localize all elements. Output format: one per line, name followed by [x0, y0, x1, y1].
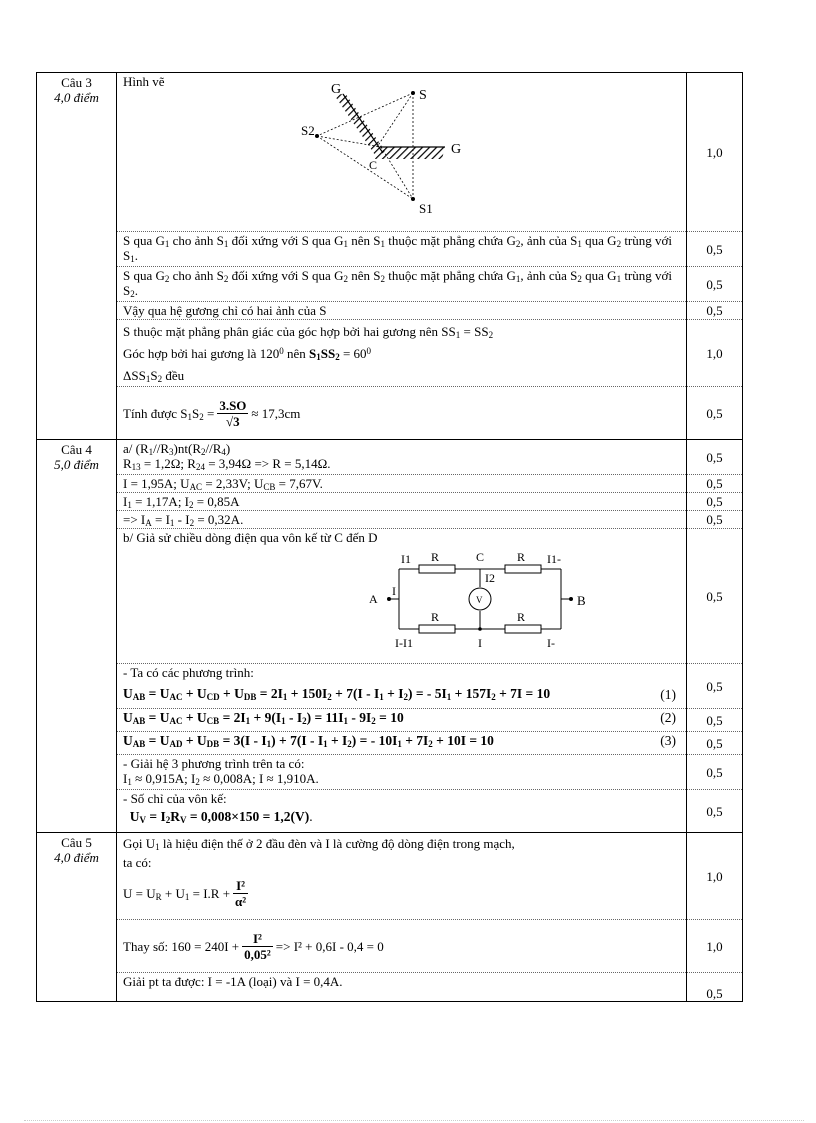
q5-row-2: Thay số: 160 = 240I + $\frac{\text{I²}}{\text{0,05²}}$ => I² + 0,6I - 0,4 = 0 [117, 920, 686, 973]
q5-scores [687, 833, 743, 1002]
label-s: S [419, 88, 427, 103]
q5-row-1 [117, 833, 686, 920]
equation-3: $U_{AB} = U_{AD} + U_{DB} = 3(I - I_1) + 7(I - I_1 + I_2)$ = - $10I_1 + 7I_2 + 10I = 10$ (3) [117, 732, 686, 755]
q4-label-cell [37, 440, 117, 833]
q5-row-3: Giải pt ta được: I = -1A (loại) và I = 0,4A. [123, 974, 343, 989]
page-footer-rule [24, 1120, 804, 1121]
score: 0,5 [687, 475, 742, 493]
q4-label: Câu 4 [61, 442, 92, 457]
score: 0,5 [687, 232, 742, 267]
q3-figure-row [117, 73, 686, 232]
label-b-node: B [577, 593, 586, 608]
label-r-bottom-left: R [431, 610, 440, 624]
q3-scores [687, 73, 743, 440]
score: 0,5 [706, 405, 723, 421]
q4-points: 5,0 điểm [54, 457, 99, 472]
label-r-top-left: R [431, 550, 440, 564]
q5-formula: $U = U_R + U_1 = I.R$ + $\frac{\text{I²}}{\text{α²}}$ [123, 878, 247, 909]
q5-points: 4,0 điểm [54, 850, 99, 865]
q3-row6-suffix: ≈ 17,3cm [251, 405, 301, 421]
q5-label: Câu 5 [61, 835, 92, 850]
section-q5 [37, 833, 743, 1002]
q5-fraction-2: $\frac{\text{I²}}{\text{0,05²}}$ [244, 930, 271, 962]
eq-number: (3) [660, 733, 676, 748]
label-g-right: G [451, 142, 462, 157]
q4-row-4: => $I_A = I_1 - I_2 = 0,32A$. [117, 511, 686, 529]
score: 1,0 [687, 73, 742, 232]
q4-solution-row: - Giải hệ 3 phương trình trên ta có: $I_1 \approx 0,915A$; $I_2 \approx 0,008A$; I ≈ 1,910A. [117, 755, 686, 790]
q3-figure-caption: Hình vẽ [123, 74, 165, 89]
score: 0,5 [687, 732, 742, 755]
score: 0,5 [687, 529, 742, 664]
score: 1,0 [687, 920, 742, 973]
q3-label: Câu 3 [61, 75, 92, 90]
q3-row-4: Vậy qua hệ gương chỉ có hai ảnh của S [117, 302, 686, 320]
circuit-diagram [367, 549, 607, 655]
q5-content [117, 833, 687, 1002]
eq-number: (1) [660, 687, 676, 702]
voltmeter-icon: V [476, 595, 483, 605]
score: 0,5 [687, 664, 742, 709]
label-a-node: A [369, 592, 378, 606]
section-q4 [37, 440, 743, 833]
score: 0,5 [687, 755, 742, 790]
q3-content [117, 73, 687, 440]
q4-voltmeter-intro: - Số chỉ của vôn kế: [123, 791, 227, 806]
q3-label-cell [37, 73, 117, 440]
q5-label-cell [37, 833, 117, 1002]
label-s1: S1 [419, 201, 433, 216]
q4-eq1-row [117, 664, 686, 709]
score: 1,0 [687, 833, 742, 920]
grading-table [36, 72, 743, 1002]
score: 0,5 [687, 440, 742, 475]
q3-row-2: S qua $G_1$ cho ảnh $S_1$ đối xứng với S qua $G_1$ nên $S_1$ thuộc mặt phẳng chứa $G_2$, ảnh của $S_1$ qua $G_2$ trùng với $S_1$. [117, 232, 686, 267]
eq-number: (2) [660, 710, 676, 725]
q4-scores [687, 440, 743, 833]
q3-row-3: S qua $G_2$ cho ảnh $S_2$ đối xứng với S qua $G_2$ nên $S_2$ thuộc mặt phẳng chứa $G_1$, ảnh của $S_2$ qua $G_1$ trùng với $S_2$. [117, 267, 686, 302]
voltmeter-equation: $U_V = I_2R_V = 0,008\times 150 = 1,2(V)$. [123, 809, 313, 825]
label-i1: I1 [401, 552, 411, 566]
q4-row-3: $I_1 = 1,17A$; $I_2 = 0,85A$ [117, 493, 686, 511]
label-g-top: G [331, 82, 342, 97]
q3-row6-fraction: $\frac{3.SO}{√3}$ [219, 397, 247, 429]
q3-row-5: S thuộc mặt phẳng phân giác của góc hợp bởi hai gương nên $SS_1 = SS_2$ Góc hợp bởi hai gương là $120^0$ nên $S_1SS_2 = 60^0$ $\Delta SS_1S_2$ đều [117, 320, 686, 387]
score: 0,5 [687, 302, 742, 320]
mirror-g2 [375, 147, 445, 159]
label-o: C [369, 158, 378, 172]
mirror-diagram [297, 81, 497, 221]
score: 0,5 [687, 709, 742, 732]
q3-points: 4,0 điểm [54, 90, 99, 105]
section-q3 [37, 73, 743, 440]
score: 0,5 [706, 803, 723, 819]
label-r-top-right: R [517, 550, 526, 564]
q4-row-2: I = 1,95A; $U_{AC} = 2,33V$; $U_{CB} = 7,67V$. [117, 475, 686, 493]
q4-row5-text: b/ Giả sử chiều dòng điện qua vôn kế từ C đến D [123, 530, 378, 545]
score: 0,5 [706, 986, 723, 1001]
score: 1,0 [687, 320, 742, 387]
score: 0,5 [687, 267, 742, 302]
label-i: I [392, 584, 396, 598]
q5-intro: Gọi $U_1$ là hiệu điện thế ở 2 đầu đèn và I là cường độ dòng điện trong mạch, ta có: [123, 836, 515, 870]
q4-content [117, 440, 687, 833]
q5-fraction: $\frac{\text{I²}}{\text{α²}}$ [235, 878, 247, 909]
label-i1-minus: I1- [547, 552, 561, 566]
label-i-minus: I- [547, 636, 555, 650]
equation-2: $U_{AB} = U_{AC} + U_{CB} = 2I_1 + 9(I_1 - I_2) = 11I_1 - 9I_2 = 10$ (2) [117, 709, 686, 732]
q4-circuit-row [117, 529, 686, 664]
q4-eq-intro: - Ta có các phương trình: [123, 665, 254, 680]
q3-row-6 [117, 387, 686, 439]
score: 0,5 [687, 493, 742, 511]
label-i2: I2 [485, 571, 495, 585]
equation-1: $U_{AB} = U_{AC} + U_{CD} + U_{DB} = 2I_1 + 150I_2 + 7(I - I_1 + I_2)$ = - $5I_1 + 157I_2 + 7I = 10$ (1) [123, 686, 676, 702]
label-r-bottom-right: R [517, 610, 526, 624]
q4-row-1: a/ $(R_1//R_3)nt(R_2//R_4)$ $R_{13} = 1,2\Omega$; $R_{24} = 3,94\Omega => R = 5,14\Omega$. [117, 440, 686, 475]
q4-voltmeter-row [117, 790, 686, 832]
label-s2: S2 [301, 123, 315, 138]
q3-row6-prefix: Tính được $S_1S_2$ = [123, 405, 215, 422]
score: 0,5 [687, 511, 742, 529]
label-c-node: C [476, 550, 485, 564]
label-i-minus-i1: I-I1 [395, 636, 413, 650]
label-d-node: I [478, 636, 482, 650]
